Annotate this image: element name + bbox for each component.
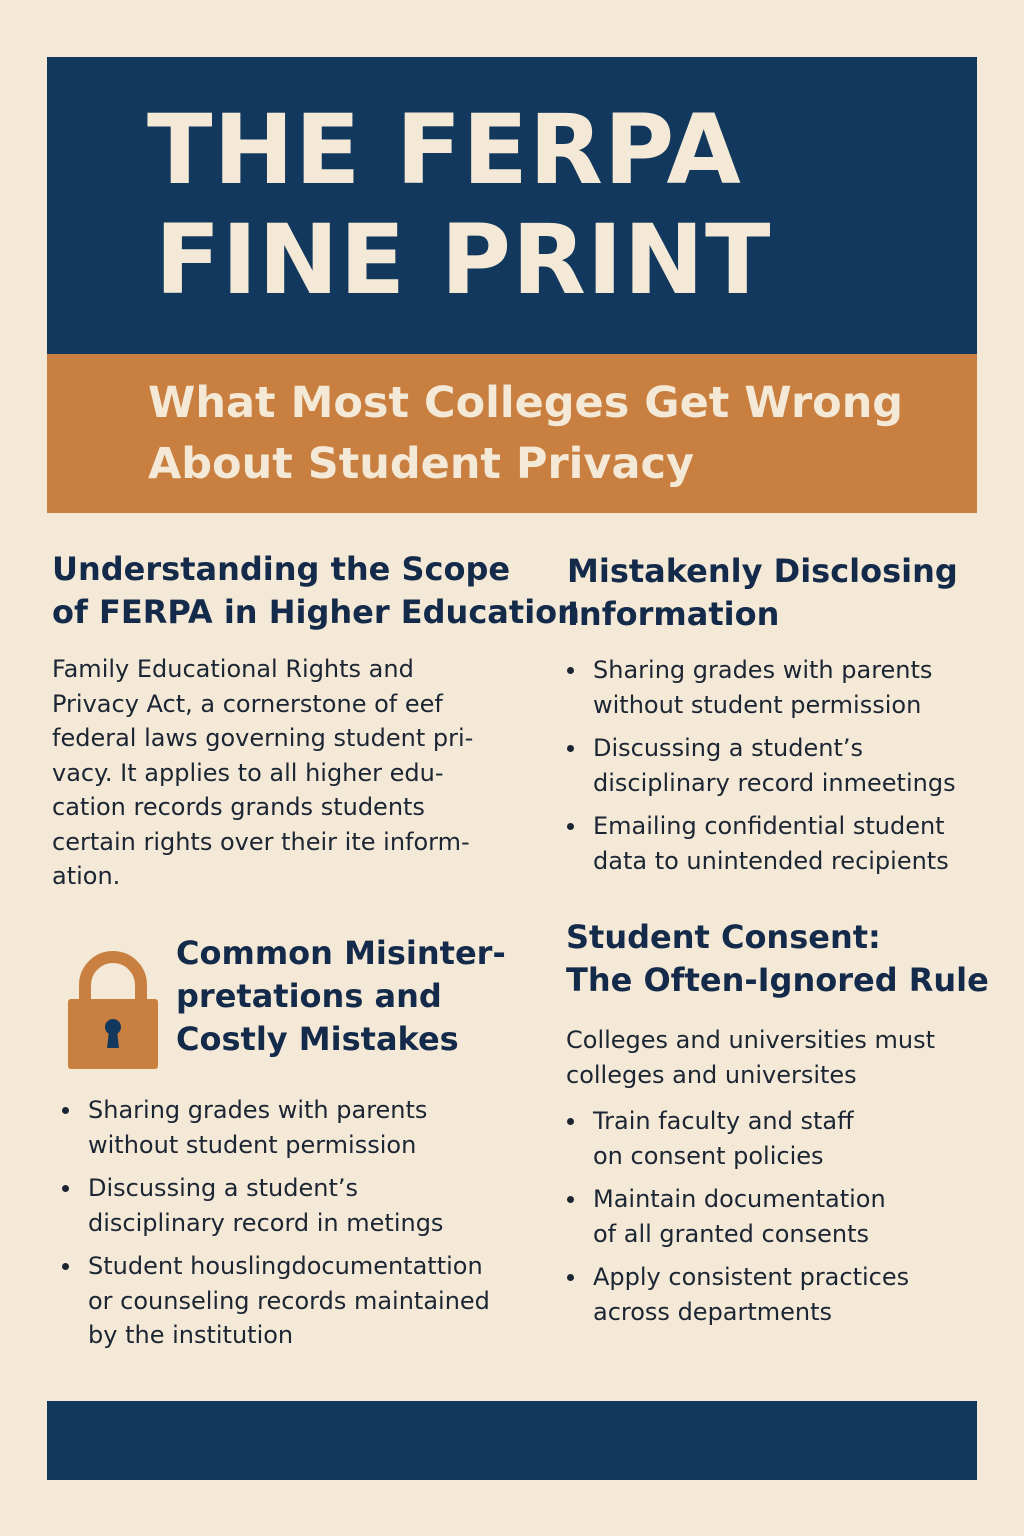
consent-heading-line: The Often-Ignored Rule xyxy=(566,961,989,999)
scope-body-line: certain rights over their ite inform- xyxy=(52,827,470,856)
disclosing-heading xyxy=(567,550,958,636)
list-item: Discussing a student’s disciplinary record inmeetings xyxy=(566,731,956,800)
misinterpretations-heading-line: pretations and xyxy=(176,977,442,1015)
bullet-dot-icon xyxy=(567,1274,574,1281)
scope-body-line: vacy. It applies to all higher edu- xyxy=(52,758,444,787)
misinterpretations-heading-line: Common Misinter- xyxy=(176,934,506,972)
scope-body xyxy=(52,652,473,894)
scope-body-line: ation. xyxy=(52,862,121,890)
title-line-1: THE FERPA xyxy=(147,94,742,206)
list-item: Student houslingdocumentattion or counseling records maintained by the institution xyxy=(61,1249,490,1353)
lock-icon xyxy=(66,947,160,1071)
consent-body-line: colleges and universites xyxy=(566,1060,857,1089)
scope-heading xyxy=(52,548,580,634)
bullet-dot-icon xyxy=(62,1107,69,1114)
consent-body-line: Colleges and universities must xyxy=(566,1026,936,1054)
misinterpretations-heading xyxy=(176,932,506,1061)
footer-bar xyxy=(47,1401,977,1480)
scope-body-line: federal laws governing student pri- xyxy=(52,724,474,752)
scope-body-line: cation records grands students xyxy=(52,793,425,821)
misinterpretations-list xyxy=(61,1093,490,1353)
bullet-dot-icon xyxy=(62,1263,69,1270)
list-item: Discussing a student’s disciplinary record in metings xyxy=(61,1171,490,1240)
bullet-dot-icon xyxy=(567,823,574,830)
consent-body xyxy=(566,1023,935,1092)
list-item: Maintain documentation of all granted consents xyxy=(566,1182,909,1251)
scope-heading-line: Understanding the Scope xyxy=(52,550,511,588)
consent-heading xyxy=(566,916,989,1002)
bullet-dot-icon xyxy=(62,1185,69,1192)
bullet-dot-icon xyxy=(567,1196,574,1203)
title-line-2: FINE PRINT xyxy=(155,204,772,316)
list-item: Emailing confidential student data to unintended recipients xyxy=(566,809,956,878)
scope-heading-line: of FERPA in Higher Education xyxy=(52,593,580,631)
list-item: Sharing grades with parents without student permission xyxy=(61,1093,490,1162)
scope-body-line: Family Educational Rights and xyxy=(52,655,414,683)
subtitle-banner xyxy=(47,354,977,513)
disclosing-heading-line: Information xyxy=(567,595,780,633)
misinterpretations-heading-line: Costly Mistakes xyxy=(176,1020,459,1058)
bullet-dot-icon xyxy=(567,667,574,674)
consent-list xyxy=(566,1104,909,1329)
disclosing-heading-line: Mistakenly Disclosing xyxy=(567,552,958,590)
list-item: Apply consistent practices across departments xyxy=(566,1260,909,1329)
subtitle-line-1: What Most Colleges Get Wrong xyxy=(148,378,904,428)
list-item: Sharing grades with parents without student permission xyxy=(566,653,956,722)
list-item: Train faculty and staff on consent policies xyxy=(566,1104,909,1173)
bullet-dot-icon xyxy=(567,1118,574,1125)
consent-heading-line: Student Consent: xyxy=(566,918,881,956)
scope-body-line: Privacy Act, a cornerstone of eef xyxy=(52,689,443,718)
bullet-dot-icon xyxy=(567,745,574,752)
subtitle-line-2: About Student Privacy xyxy=(148,439,694,489)
title-banner xyxy=(47,57,977,354)
disclosing-list xyxy=(566,653,956,878)
